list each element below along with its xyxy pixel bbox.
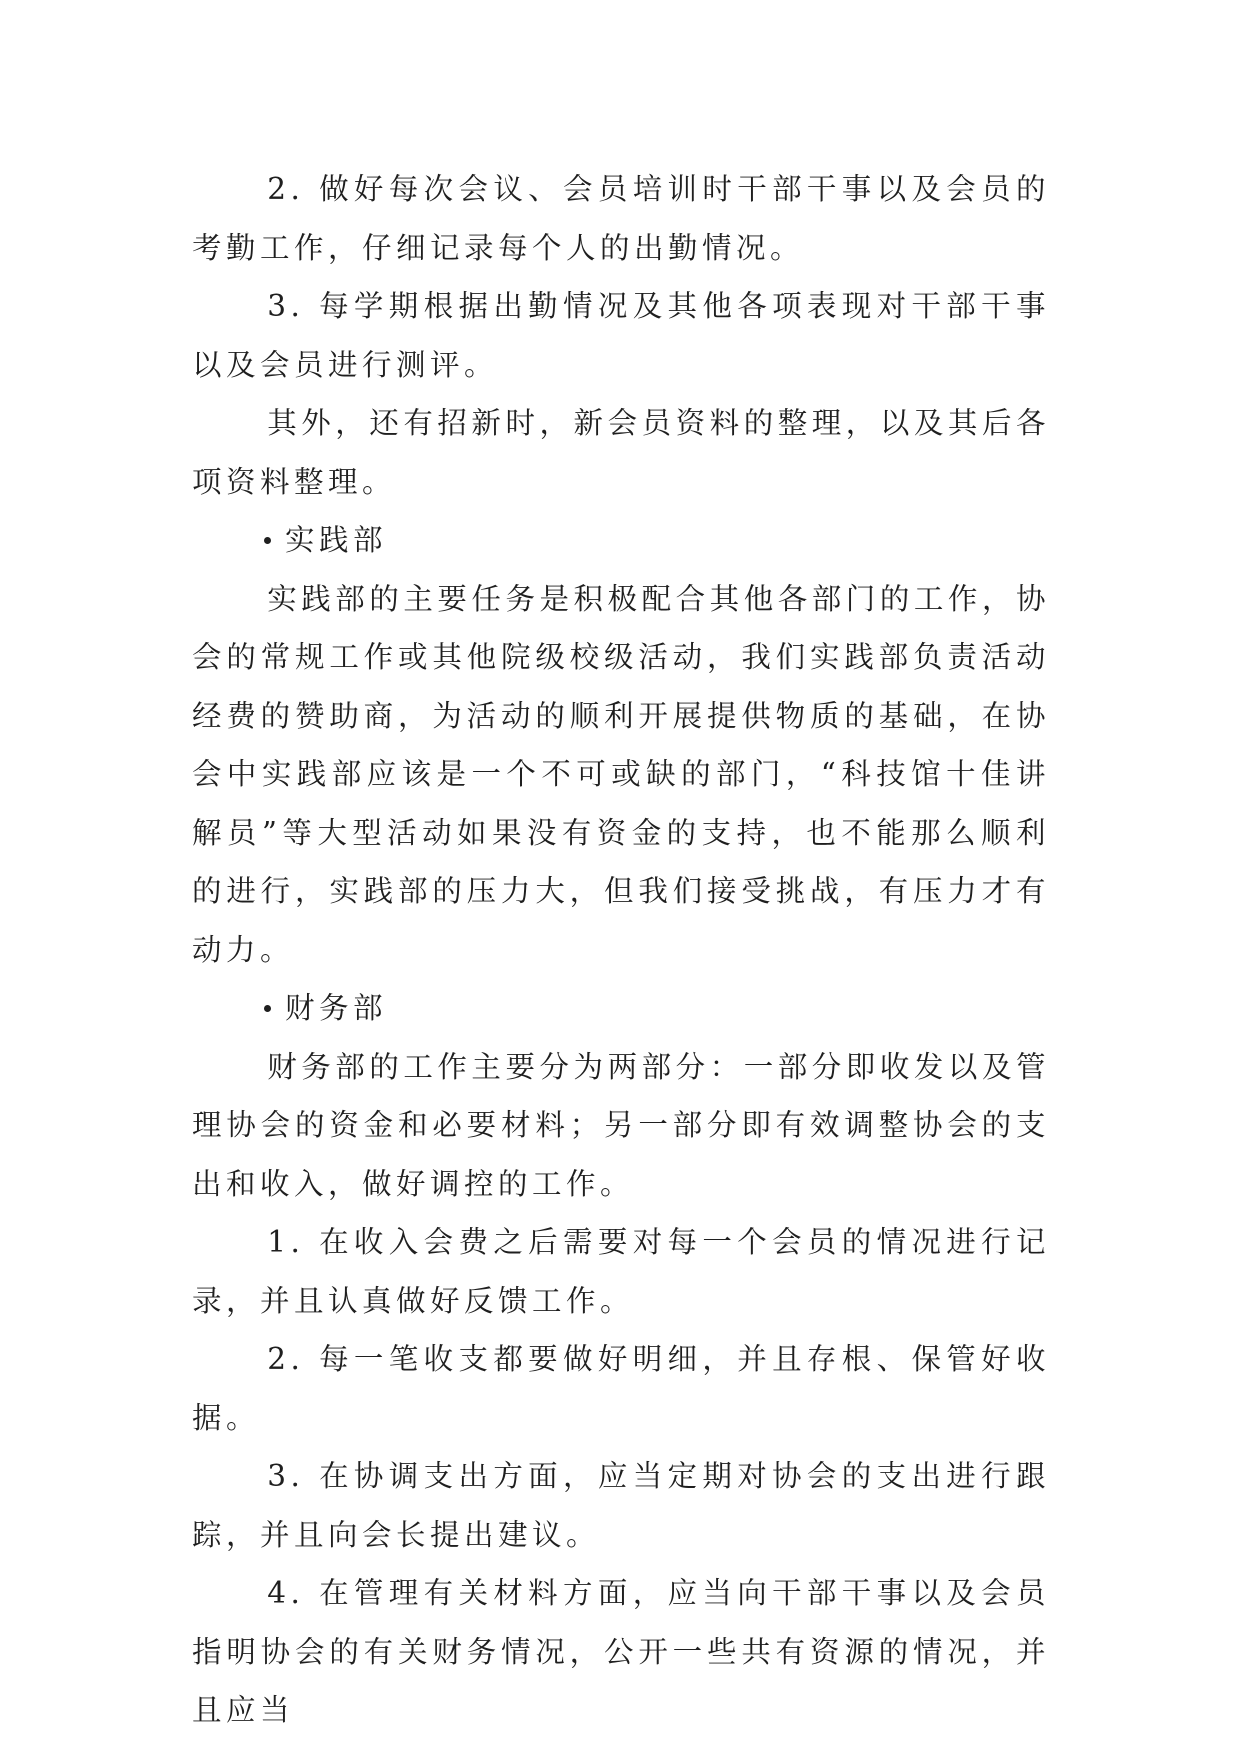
paragraph-recruitment-materials: 其外，还有招新时，新会员资料的整理，以及其后各项资料整理。 [192,406,1050,499]
document-body [192,160,1050,1740]
paragraph-attendance-record: 2. 做好每次会议、会员培训时干部干事以及会员的考勤工作，仔细记录每个人的出勤情况。 [192,172,1050,265]
section-heading-label: 实践部 [285,523,388,557]
paragraph-finance-item-3: 3. 在协调支出方面，应当定期对协会的支出进行跟踪，并且向会长提出建议。 [192,1459,1050,1552]
bullet-icon [264,537,271,544]
paragraph-finance-item-1: 1. 在收入会费之后需要对每一个会员的情况进行记录，并且认真做好反馈工作。 [192,1225,1050,1318]
section-heading-label: 财务部 [285,991,388,1025]
paragraph-finance-item-2: 2. 每一笔收支都要做好明细，并且存根、保管好收据。 [192,1342,1050,1435]
paragraph-finance-item-4: 4. 在管理有关材料方面，应当向干部干事以及会员指明协会的有关财务情况，公开一些共有资源的情况，并且应当 [192,1576,1050,1727]
paragraph-practice-dept-description: 实践部的主要任务是积极配合其他各部门的工作，协会的常规工作或其他院级校级活动，我们实践部负责活动经费的赞助商，为活动的顺利开展提供物质的基础，在协会中实践部应该是一个不可或缺的部门，“科技馆十佳讲解员”等大型活动如果没有资金的支持，也不能那么顺利的进行，实践部的压力大，但我们接受挑战，有压力才有动力。 [192,581,1050,967]
bullet-icon [264,1005,271,1012]
section-heading-practice-dept [192,511,1050,570]
paragraph-finance-dept-overview: 财务部的工作主要分为两部分：一部分即收发以及管理协会的资金和必要材料；另一部分即有效调整协会的支出和收入，做好调控的工作。 [192,1049,1050,1201]
paragraph-semester-evaluation: 3. 每学期根据出勤情况及其他各项表现对干部干事以及会员进行测评。 [192,289,1050,382]
section-heading-finance-dept [192,979,1050,1038]
